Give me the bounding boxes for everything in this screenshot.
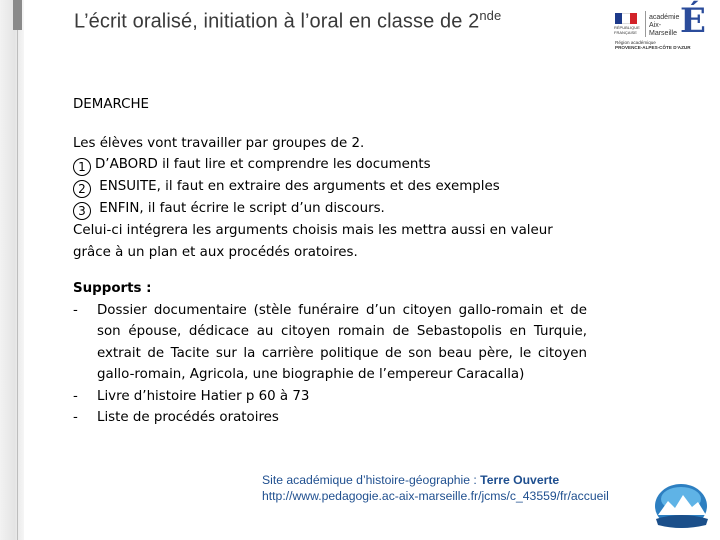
footer-credit <box>262 472 609 504</box>
step-2-number: 2 <box>73 180 91 198</box>
footer-line1 <box>262 472 609 488</box>
step-2 <box>73 176 587 198</box>
slide-title <box>74 8 501 34</box>
region-line1: Région académique <box>615 40 656 45</box>
supports-title: Supports : <box>73 281 152 296</box>
step-1-number: 1 <box>73 158 91 176</box>
step-2-text: ENSUITE, il faut en extraire des arguments et des exemples <box>95 179 500 194</box>
republique-francaise-text: RÉPUBLIQUE FRANÇAISE <box>614 25 640 35</box>
slide-title-superscript: nde <box>479 8 502 23</box>
region-line2: PROVENCE-ALPES-CÔTE D’AZUR <box>615 45 691 51</box>
supports-item-text: Livre d’histoire Hatier p 60 à 73 <box>97 388 310 404</box>
supports-item: - Liste de procédés oratoires <box>73 407 587 429</box>
slide-body <box>73 94 587 429</box>
sidebar-top-bar <box>13 0 22 30</box>
logo-divider <box>645 11 646 37</box>
region-academique <box>615 40 691 51</box>
left-decorative-sidebar <box>0 0 24 540</box>
academie-logo <box>612 3 712 51</box>
sidebar-line <box>17 30 18 540</box>
supports-item-text: Dossier documentaire (stèle funéraire d’un citoyen gallo-romain et de son épouse, dédicace au citoyen romain de Sebastopolis en Turquie, extrait de Tacite sur la carrière politique de son beau père, le citoyen gallo-romain, Agricola, une biographie de l’empereur Caracalla) <box>97 302 587 382</box>
step-3-text: ENFIN, il faut écrire le script d’un discours. <box>95 201 385 216</box>
supports-item-text: Liste de procédés oratoires <box>97 410 279 425</box>
conclusion-text: Celui-ci intégrera les arguments choisis mais les mettra aussi en valeur grâce à un plan et aux procédés oratoires. <box>73 223 553 260</box>
step-1 <box>73 154 587 176</box>
step-3-number: 3 <box>73 202 91 220</box>
academie-line1: académie <box>649 14 680 21</box>
slide-title-text: L’écrit oralisé, initiation à l’oral en classe de 2 <box>74 10 480 33</box>
french-flag-icon <box>615 13 637 24</box>
academie-line2: Aix-Marseille <box>649 22 678 37</box>
terre-ouverte-logo-icon <box>650 481 712 531</box>
academie-e-icon: É <box>680 1 706 41</box>
footer-site-name: Terre Ouverte <box>480 473 560 487</box>
footer-site-label: Site académique d’histoire-géographie : <box>262 473 481 487</box>
supports-item: - Dossier documentaire (stèle funéraire d’un citoyen gallo-romain et de son épouse, dédicace au citoyen romain de Sebastopolis en Turquie, extrait de Tacite sur la carrière politique de son beau père, le citoyen gallo-romain, Agricola, une biographie de l’empereur Caracalla) <box>73 300 587 386</box>
footer-url[interactable]: http://www.pedagogie.ac-aix-marseille.fr/jcms/c_43559/fr/accueil <box>262 489 609 503</box>
step-1-text: D’ABORD il faut lire et comprendre les documents <box>95 157 431 172</box>
section-heading: DEMARCHE <box>73 97 150 112</box>
supports-item: - Livre d’histoire Hatier p 60 à 73 <box>73 386 587 408</box>
intro-text: Les élèves vont travailler par groupes de 2. <box>73 135 365 151</box>
step-3 <box>73 198 587 220</box>
